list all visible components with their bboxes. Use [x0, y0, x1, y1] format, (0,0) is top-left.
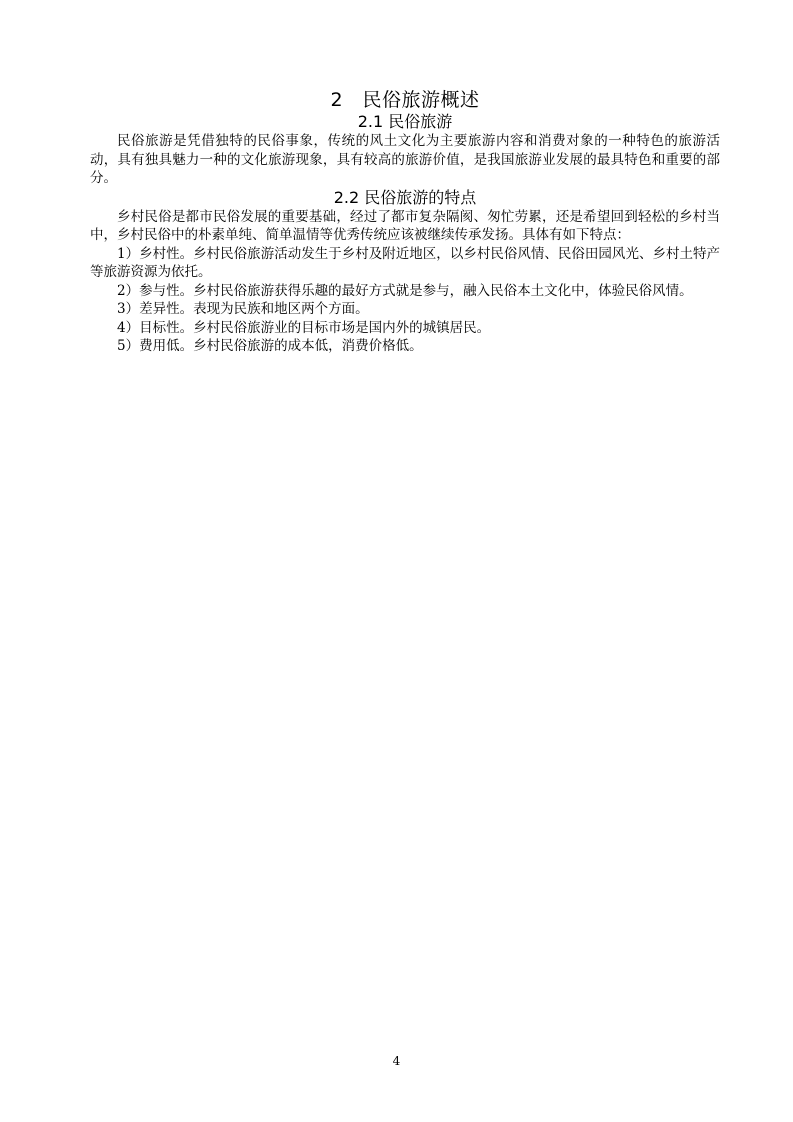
feature-item-low-cost: 5）费用低。乡村民俗旅游的成本低，消费价格低。 — [117, 338, 423, 354]
section-2-2-intro: 乡村民俗是都市民俗发展的重要基础，经过了都市复杂隔阂、匆忙劳累，还是希望回到轻松的乡村当中，乡村民俗中的朴素单纯、简单温情等优秀传统应该被继续传承发扬。具体有如下特点： — [90, 208, 720, 243]
feature-item-participation: 2）参与性。乡村民俗旅游获得乐趣的最好方式就是参与，融入民俗本土文化中，体验民俗风情。 — [117, 282, 693, 299]
chapter-title: 2 民俗旅游概述 — [330, 89, 480, 111]
section-heading-2-2: 2.2 民俗旅游的特点 — [333, 187, 477, 207]
feature-item-rurality: 1）乡村性。乡村民俗旅游活动发生于乡村及附近地区，以乡村民俗风情、民俗田园风光、乡村土特产等旅游资源为依托。 — [90, 245, 720, 280]
page-content — [90, 88, 720, 356]
section-heading-2-1: 2.1 民俗旅游 — [357, 112, 453, 131]
feature-item-target: 4）目标性。乡村民俗旅游业的目标市场是国内外的城镇居民。 — [117, 319, 491, 336]
section-2-1-paragraph: 民俗旅游是凭借独特的民俗事象，传统的风土文化为主要旅游内容和消费对象的一种特色的旅游活动，具有独具魅力一种的文化旅游现象，具有较高的旅游价值，是我国旅游业发展的最具特色和重要的部分。 — [90, 133, 720, 186]
feature-item-difference: 3）差异性。表现为民族和地区两个方面。 — [117, 301, 369, 317]
page-number: 4 — [392, 1054, 401, 1068]
